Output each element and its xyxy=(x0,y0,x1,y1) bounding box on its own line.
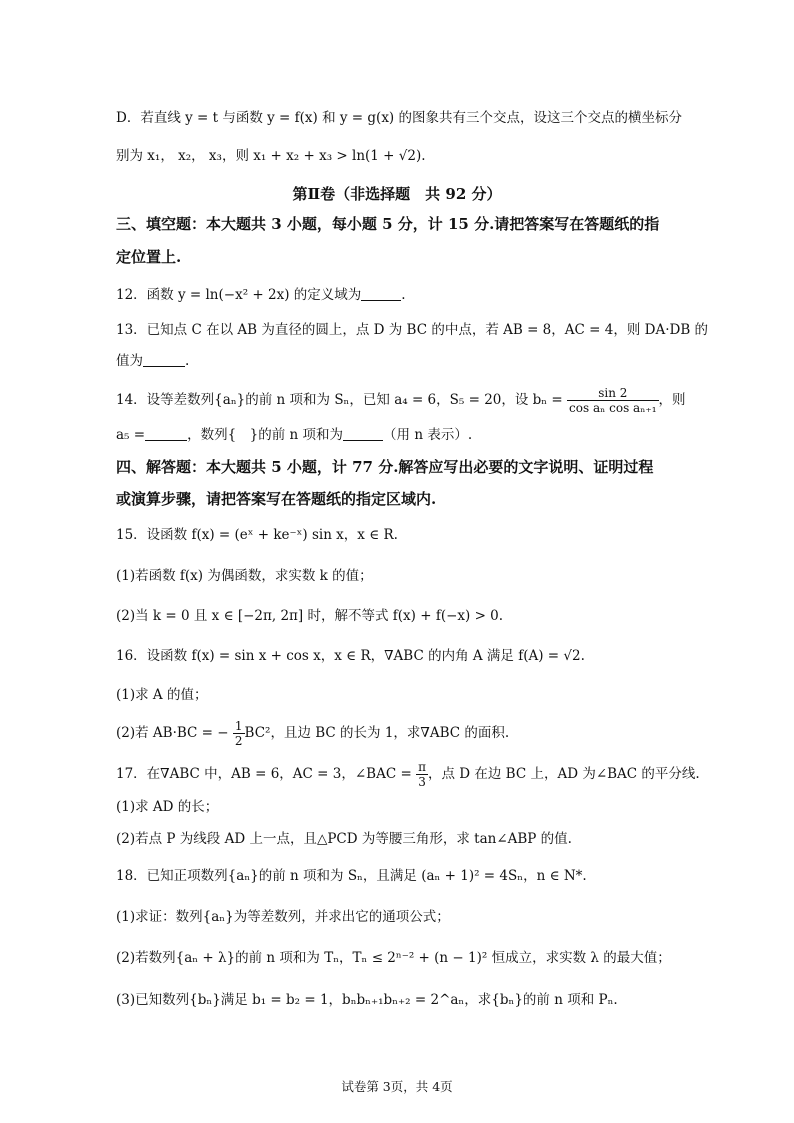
question-17-part1: (1)求 AD 的长； xyxy=(116,799,219,815)
question-14-line2 xyxy=(116,425,694,445)
q14-sum-label: ，数列{ }的前 n 项和为 xyxy=(187,427,344,443)
q12-end: . xyxy=(401,287,406,303)
question-15-part2: (2)当 k = 0 且 x ∈ [−2π, 2π] 时，解不等式 f(x) + f(−x) > 0. xyxy=(116,608,504,624)
q14-a5-label: a₅ = xyxy=(116,427,146,443)
question-15-part1: (1)若函数 f(x) 为偶函数，求实数 k 的值； xyxy=(116,568,373,584)
q12-answer-blank xyxy=(361,286,401,301)
q17-stem-end: ，点 D 在边 BC 上，AD 为∠BAC 的平分线. xyxy=(427,766,700,782)
q17-fraction xyxy=(416,760,428,789)
question-14-line1 xyxy=(116,386,694,415)
q14-frac-numerator: sin 2 xyxy=(567,386,659,401)
question-16-stem: 16．设函数 f(x) = sin x + cos x，x ∈ R，∇ABC 的内角 A 满足 f(A) = √2. xyxy=(116,648,585,664)
section4-heading-line2: 或演算步骤，请把答案写在答题纸的指定区域内. xyxy=(116,490,437,508)
question-12 xyxy=(116,285,694,305)
q14-answer-blank-2 xyxy=(343,426,383,441)
section3-heading-line1: 三、填空题：本大题共 3 小题，每小题 5 分，计 15 分.请把答案写在答题纸的指 xyxy=(116,215,660,233)
q17-frac-numerator: π xyxy=(418,760,426,774)
section3-heading-line2: 定位置上. xyxy=(116,248,182,266)
q16-part2-end: BC²，且边 BC 的长为 1，求∇ABC 的面积. xyxy=(244,725,510,741)
q17-frac-denominator: 3 xyxy=(418,775,426,789)
q14-fraction xyxy=(567,386,659,415)
question-15-stem: 15．设函数 f(x) = (eˣ + ke⁻ˣ) sin x，x ∈ R. xyxy=(116,527,398,543)
question-18-stem: 18．已知正项数列{aₙ}的前 n 项和为 Sₙ，且满足 (aₙ + 1)² = 4Sₙ，n ∈ N*. xyxy=(116,868,587,884)
question-16-part2 xyxy=(116,719,694,748)
q17-stem-text: 17．在∇ABC 中，AB = 6，AC = 3，∠BAC = xyxy=(116,766,412,782)
q13-line2-text: 值为 xyxy=(116,353,143,369)
option-d-line2: 别为 x₁， x₂， x₃，则 x₁ + x₂ + x₃ > ln(1 + √2). xyxy=(116,148,426,164)
question-13-line1: 13．已知点 C 在以 AB 为直径的圆上，点 D 为 BC 的中点，若 AB = 8，AC = 4，则 DA·DB 的 xyxy=(116,322,709,338)
q14-answer-blank-1 xyxy=(145,426,187,441)
q13-end: . xyxy=(185,353,190,369)
question-18-part3: (3)已知数列{bₙ}满足 b₁ = b₂ = 1，bₙbₙ₊₁bₙ₊₂ = 2^aₙ，求{bₙ}的前 n 项和 Pₙ. xyxy=(116,992,618,1008)
q16-frac-denominator: 2 xyxy=(234,734,243,748)
q16-part2-text: (2)若 AB·BC = − xyxy=(116,725,229,741)
q16-frac-numerator: 1 xyxy=(234,719,243,733)
page-footer: 试卷第 3页，共 4页 xyxy=(341,1079,453,1094)
part2-title: 第Ⅱ卷（非选择题 共 92 分） xyxy=(292,185,502,203)
question-13-line2 xyxy=(116,351,694,371)
question-18-part2: (2)若数列{aₙ + λ}的前 n 项和为 Tₙ，Tₙ ≤ 2ⁿ⁻² + (n − 1)² 恒成立，求实数 λ 的最大值； xyxy=(116,950,671,966)
q14-note: （用 n 表示）. xyxy=(383,427,473,443)
question-17-stem xyxy=(116,760,700,789)
question-17-part2: (2)若点 P 为线段 AD 上一点，且△PCD 为等腰三角形，求 tan∠ABP 的值. xyxy=(116,831,572,847)
q16-fraction xyxy=(233,719,245,748)
option-d-line1: D．若直线 y = t 与函数 y = f(x) 和 y = g(x) 的图象共有三个交点，设这三个交点的横坐标分 xyxy=(116,110,682,126)
question-16-part1: (1)求 A 的值； xyxy=(116,687,208,703)
q14-stem-end: ，则 xyxy=(658,392,686,408)
q13-answer-blank xyxy=(143,352,185,367)
q12-text: 12．函数 y = ln(−x² + 2x) 的定义域为 xyxy=(116,287,362,303)
q14-frac-denominator: cos aₙ cos aₙ₊₁ xyxy=(569,401,657,415)
q14-stem: 14．设等差数列{aₙ}的前 n 项和为 Sₙ，已知 a₄ = 6，S₅ = 20，设 bₙ = xyxy=(116,392,563,408)
question-18-part1: (1)求证：数列{aₙ}为等差数列，并求出它的通项公式； xyxy=(116,909,450,925)
section4-heading-line1: 四、解答题：本大题共 5 小题，计 77 分.解答应写出必要的文字说明、证明过程 xyxy=(116,458,654,476)
